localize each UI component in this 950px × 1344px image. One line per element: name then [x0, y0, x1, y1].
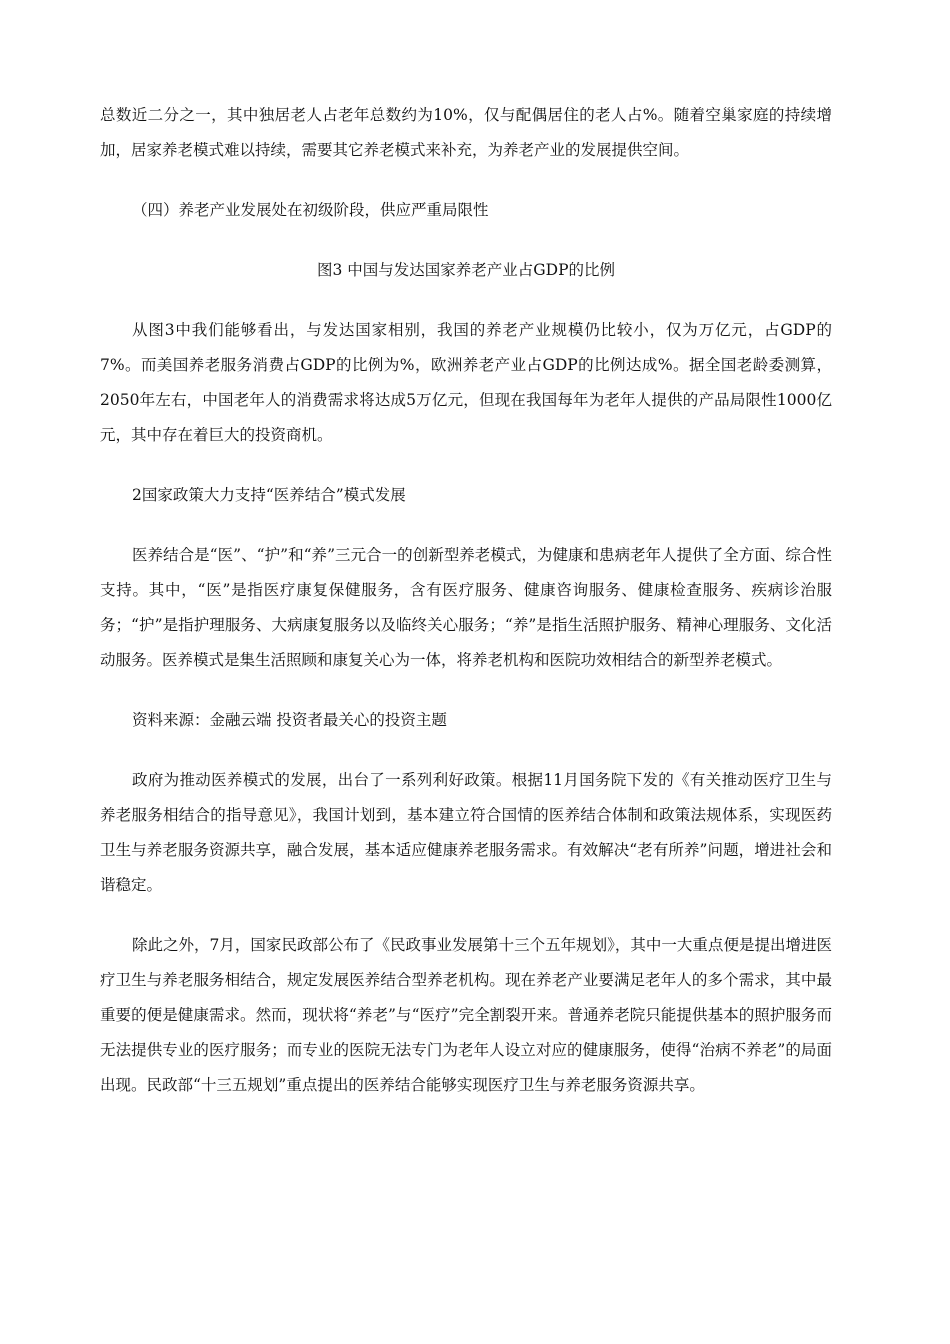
- paragraph-gdp-comparison: 从图3中我们能够看出，与发达国家相别，我国的养老产业规模仍比较小，仅为万亿元，占GDP的7%。而美国养老服务消费占GDP的比例为%，欧洲养老产业占GDP的比例达成%。据全国老龄委测算，2050年左右，中国老年人的消费需求将达成5万亿元，但现在我国每年为老年人提供的产品局限性1000亿元，其中存在着巨大的投资商机。: [100, 321, 832, 444]
- paragraph-civil-affairs-plan: 除此之外，7月，国家民政部公布了《民政事业发展第十三个五年规划》，其中一大重点便是提出增进医疗卫生与养老服务相结合，规定发展医养结合型养老机构。现在养老产业要满足老年人的多个需求，其中最重要的便是健康需求。然而，现状将“养老”与“医疗”完全割裂开来。普通养老院只能提供基本的照护服务而无法提供专业的医疗服务；而专业的医院无法专门为老年人设立对应的健康服务，使得“治病不养老”的局面出现。民政部“十三五规划”重点提出的医养结合能够实现医疗卫生与养老服务资源共享。: [100, 936, 832, 1094]
- section-heading-industry-stage: （四）养老产业发展处在初级阶段，供应严重局限性: [132, 201, 489, 219]
- paragraph-medical-care-model: 医养结合是“医”、“护”和“养”三元合一的创新型养老模式，为健康和患病老年人提供了全方面、综合性支持。其中，“医”是指医疗康复保健服务，含有医疗服务、健康咨询服务、健康检查服务、疾病诊治服务；“护”是指护理服务、大病康复服务以及临终关心服务；“养”是指生活照护服务、精神心理服务、文化活动服务。医养模式是集生活照顾和康复关心为一体，将养老机构和医院功效相结合的新型养老模式。: [100, 546, 832, 669]
- paragraph-government-policy: 政府为推动医养模式的发展，出台了一系列利好政策。根据11月国务院下发的《有关推动医疗卫生与养老服务相结合的指导意见》，我国计划到，基本建立符合国情的医养结合体制和政策法规体系，实现医药卫生与养老服务资源共享，融合发展，基本适应健康养老服务需求。有效解决“老有所养”问题，增进社会和谐稳定。: [100, 771, 832, 894]
- paragraph-empty-nest: 总数近二分之一，其中独居老人占老年总数约为10%，仅与配偶居住的老人占%。随着空巢家庭的持续增加，居家养老模式难以持续，需要其它养老模式来补充，为养老产业的发展提供空间。: [100, 106, 832, 159]
- section-heading-policy: 2国家政策大力支持“医养结合”模式发展: [132, 486, 406, 504]
- figure-caption: 图3 中国与发达国家养老产业占GDP的比例: [316, 261, 616, 279]
- source-note: 资料来源：金融云端 投资者最关心的投资主题: [132, 711, 447, 729]
- document-page: [100, 98, 832, 1128]
